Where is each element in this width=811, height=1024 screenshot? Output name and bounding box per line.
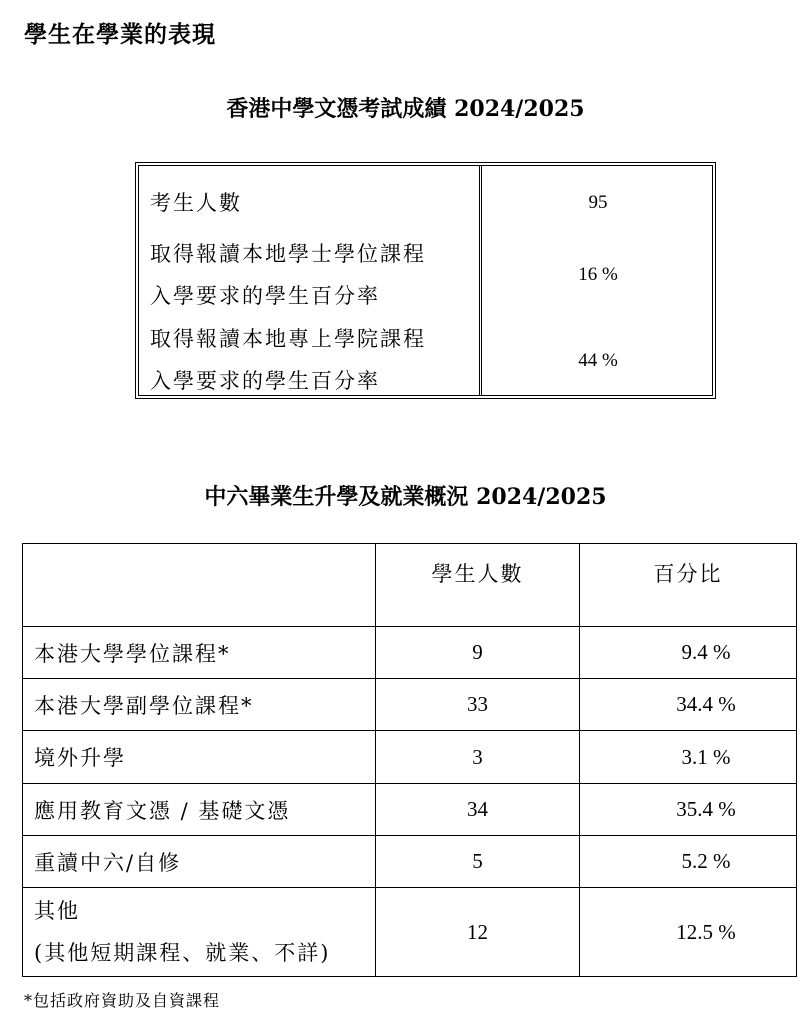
table-row [23, 731, 797, 784]
graduate-destinations-table [22, 543, 797, 977]
table-row [23, 836, 797, 888]
row-count: 5 [376, 836, 580, 888]
row-percent: 35.4 % [580, 784, 797, 836]
value-candidates: 95 [588, 192, 608, 213]
table-row [23, 627, 797, 679]
dse-results-title: 香港中學文憑考試成績 2024/2025 [226, 96, 585, 122]
header-student-count: 學生人數 [376, 544, 580, 627]
row-count: 34 [376, 784, 580, 836]
row-label: 本港大學副學位課程* [23, 679, 376, 731]
graduate-destinations-title: 中六畢業生升學及就業概況 2024/2025 [204, 484, 607, 510]
row-count: 12 [376, 888, 580, 977]
value-subdegree-requirement: 44 % [578, 350, 618, 371]
page-heading: 學生在學業的表現 [24, 21, 216, 48]
row-label-candidates: 考生人數 [150, 191, 242, 215]
row-label-subdegree-requirement: 取得報讀本地專上學院課程 入學要求的學生百分率 [150, 327, 426, 393]
table-row [23, 888, 797, 977]
header-empty [23, 544, 376, 627]
value-degree-requirement: 16 % [578, 264, 618, 285]
footnote: *包括政府資助及自資課程 [24, 991, 221, 1010]
row-percent: 3.1 % [580, 731, 797, 784]
header-percentage: 百分比 [580, 544, 797, 627]
table-header-row [23, 544, 797, 627]
row-count: 9 [376, 627, 580, 679]
row-percent: 9.4 % [580, 627, 797, 679]
row-label: 境外升學 [23, 731, 376, 784]
table-row [23, 679, 797, 731]
row-percent: 5.2 % [580, 836, 797, 888]
row-label: 重讀中六/自修 [23, 836, 376, 888]
row-count: 33 [376, 679, 580, 731]
dse-results-table [135, 162, 716, 399]
row-label: 本港大學學位課程* [23, 627, 376, 679]
row-label: 應用教育文憑 / 基礎文憑 [23, 784, 376, 836]
row-label-degree-requirement: 取得報讀本地學士學位課程 入學要求的學生百分率 [150, 242, 426, 308]
row-count: 3 [376, 731, 580, 784]
row-percent: 34.4 % [580, 679, 797, 731]
row-label: 其他 (其他短期課程、就業、不詳) [23, 888, 376, 977]
row-percent: 12.5 % [580, 888, 797, 977]
table-row [23, 784, 797, 836]
